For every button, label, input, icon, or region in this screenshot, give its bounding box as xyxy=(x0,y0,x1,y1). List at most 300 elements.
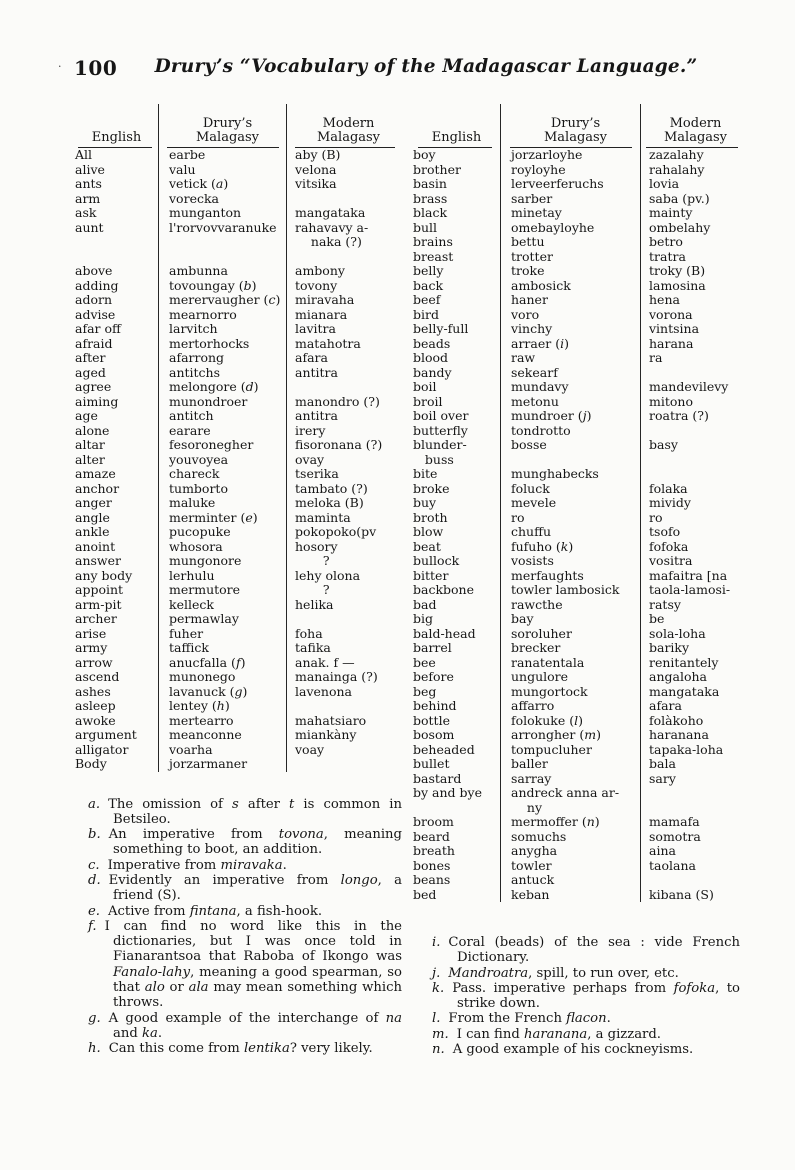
table-cell: bullet xyxy=(413,757,450,771)
table-cell: lamosina xyxy=(640,279,742,294)
table-cell: vetick (a) xyxy=(158,177,286,192)
table-cell: tovoungay (b) xyxy=(158,279,286,294)
footnote xyxy=(88,1011,402,1042)
table-cell: by and bye xyxy=(413,786,482,800)
column-header: English xyxy=(72,104,158,148)
table-cell: baller xyxy=(500,757,640,772)
table-cell: brecker xyxy=(500,641,640,656)
table-cell: black xyxy=(413,206,448,220)
table-cell: aunt xyxy=(75,220,104,235)
table-cell: agree xyxy=(75,380,112,394)
table-cell: pokopoko(pv xyxy=(286,525,402,540)
table-row xyxy=(72,163,402,178)
table-cell: behind xyxy=(413,699,457,713)
table-row xyxy=(410,148,742,163)
table-row xyxy=(72,743,402,758)
table-cell: mearnorro xyxy=(158,308,286,323)
table-cell: backbone xyxy=(413,583,475,597)
table-cell: ovay xyxy=(286,453,402,468)
table-cell xyxy=(286,699,402,714)
footnote xyxy=(88,919,402,1011)
table-cell: antitra xyxy=(286,409,402,424)
table-cell: ? xyxy=(286,554,402,569)
table-row xyxy=(410,540,742,555)
table-cell: permawlay xyxy=(158,612,286,627)
table-cell: matahotra xyxy=(286,337,402,352)
table-cell: manainga (?) xyxy=(286,670,402,685)
table-cell: tratra xyxy=(640,250,742,265)
table-cell: troke xyxy=(500,264,640,279)
table-cell: afara xyxy=(640,699,742,714)
table-row xyxy=(72,583,402,598)
table-cell: rahalahy xyxy=(640,163,742,178)
footnote xyxy=(88,797,402,828)
table-cell: mafaitra [na xyxy=(640,569,742,584)
table-cell: bones xyxy=(413,858,451,873)
table-row xyxy=(410,322,742,337)
table-cell: sarber xyxy=(500,192,640,207)
table-cell: altar xyxy=(75,438,105,452)
table-row xyxy=(72,424,402,439)
table-cell: royloyhe xyxy=(500,163,640,178)
table-cell: beads xyxy=(413,336,451,351)
table-cell: All xyxy=(75,148,93,162)
table-cell: affarro xyxy=(500,699,640,714)
table-cell: arrow xyxy=(75,655,113,670)
table-row xyxy=(72,235,402,250)
table-cell xyxy=(640,873,742,888)
table-cell: metonu xyxy=(500,395,640,410)
table-row xyxy=(72,148,402,163)
table-cell: raw xyxy=(500,351,640,366)
footnote-text: Pass. imperative perhaps from fofoka, to strike down. xyxy=(452,980,740,1012)
table-cell: maminta xyxy=(286,511,402,526)
table-cell: alone xyxy=(75,423,110,438)
table-cell: awoke xyxy=(75,713,116,728)
table-cell: mamafa xyxy=(640,815,742,830)
table-row xyxy=(410,685,742,700)
table-cell: tambato (?) xyxy=(286,482,402,497)
table-row xyxy=(410,627,742,642)
table-cell: tserika xyxy=(286,467,402,482)
table-row xyxy=(410,453,742,468)
table-cell: bandy xyxy=(413,365,452,380)
table-row xyxy=(410,830,742,845)
table-cell: breast xyxy=(413,249,454,264)
footnote-label: l. xyxy=(432,1011,441,1027)
table-cell: adding xyxy=(75,278,119,293)
table-row xyxy=(410,728,742,743)
table-cell: ra xyxy=(640,351,742,366)
table-cell: arrongher (m) xyxy=(500,728,640,743)
table-cell: aiming xyxy=(75,394,119,409)
table-cell: amaze xyxy=(75,467,116,481)
table-cell: towler lambosick xyxy=(500,583,640,598)
table-cell: roatra (?) xyxy=(640,409,742,424)
table-cell: taolana xyxy=(640,859,742,874)
column-header: Drury’s Malagasy xyxy=(158,104,286,148)
footnote xyxy=(432,1011,740,1026)
table-row xyxy=(410,743,742,758)
footnote-label: m. xyxy=(432,1026,449,1042)
table-cell: beheaded xyxy=(413,742,475,757)
table-row xyxy=(72,206,402,221)
vocabulary-table-left xyxy=(72,104,402,772)
column-header: English xyxy=(410,104,500,148)
table-cell: naka (?) xyxy=(286,235,402,250)
table-cell: angle xyxy=(75,510,110,525)
table-row xyxy=(72,612,402,627)
table-cell: breath xyxy=(413,844,455,858)
table-cell: lavitra xyxy=(286,322,402,337)
footnote xyxy=(88,827,402,858)
table-row xyxy=(410,714,742,729)
footnote xyxy=(88,873,402,904)
footnote xyxy=(432,1027,740,1042)
table-cell: folàkoho xyxy=(640,714,742,729)
table-cell: arm xyxy=(75,191,101,206)
table-cell: harana xyxy=(640,337,742,352)
table-row xyxy=(72,409,402,424)
table-cell xyxy=(640,467,742,482)
footnote-label: c. xyxy=(88,857,100,873)
table-cell: kelleck xyxy=(158,598,286,613)
table-row xyxy=(410,250,742,265)
table-row xyxy=(72,728,402,743)
table-cell: l'rorvovvaranuke xyxy=(158,221,286,236)
table-row xyxy=(410,235,742,250)
table-cell xyxy=(158,235,286,250)
table-row xyxy=(410,656,742,671)
table-cell: boy xyxy=(413,148,436,162)
table-cell: taola-lamosi- xyxy=(640,583,742,598)
footnote-text: From the French flacon. xyxy=(448,1011,611,1027)
table-cell: sary xyxy=(640,772,742,787)
table-cell: youvoyea xyxy=(158,453,286,468)
table-cell: maluke xyxy=(158,496,286,511)
vocabulary-table-right xyxy=(410,104,742,902)
table-cell: ambunna xyxy=(158,264,286,279)
table-row xyxy=(410,525,742,540)
footnote-text: Can this come from lentika? very likely. xyxy=(108,1041,373,1057)
table-row xyxy=(410,670,742,685)
table-cell: somotra xyxy=(640,830,742,845)
table-cell: ants xyxy=(75,177,102,191)
table-cell: mertearro xyxy=(158,714,286,729)
table-cell: sarray xyxy=(500,772,640,787)
table-row xyxy=(72,627,402,642)
table-cell: aged xyxy=(75,365,106,380)
footnote-text: Coral (beads) of the sea : vide French Dictionary. xyxy=(448,935,740,966)
table-cell: earbe xyxy=(158,148,286,163)
table-cell: anchor xyxy=(75,481,120,496)
footnote-text: The omission of s after t is common in Betsileo. xyxy=(108,796,402,827)
table-row xyxy=(410,801,742,816)
footnote-text: Evidently an imperative from longo, a friend (S). xyxy=(108,872,402,904)
table-cell: fesoronegher xyxy=(158,438,286,453)
table-row xyxy=(72,322,402,337)
page-number: 100 xyxy=(74,56,118,80)
table-cell: buy xyxy=(413,496,437,510)
table-cell: beg xyxy=(413,684,437,699)
table-cell xyxy=(158,250,286,265)
table-row xyxy=(72,641,402,656)
table-cell: antitra xyxy=(286,366,402,381)
footnote-text: Mandroatra, spill, to run over, etc. xyxy=(448,965,679,981)
footnote-text: Active from fintana, a fish-hook. xyxy=(108,903,323,919)
table-cell: broth xyxy=(413,510,448,525)
table-cell: brass xyxy=(413,191,448,206)
table-cell: advise xyxy=(75,307,116,322)
table-cell: Body xyxy=(75,757,107,771)
table-row xyxy=(72,395,402,410)
table-cell: lavenona xyxy=(286,685,402,700)
table-row xyxy=(72,351,402,366)
table-cell: angaloha xyxy=(640,670,742,685)
table-row xyxy=(410,308,742,323)
table-cell: voarha xyxy=(158,743,286,758)
table-cell: army xyxy=(75,641,108,655)
table-cell: fofoka xyxy=(640,540,742,555)
table-row xyxy=(72,714,402,729)
table-cell: sekearf xyxy=(500,366,640,381)
table-cell: basin xyxy=(413,177,447,191)
table-cell xyxy=(286,192,402,207)
table-cell: beard xyxy=(413,829,450,844)
table-cell: trotter xyxy=(500,250,640,265)
table-cell: zazalahy xyxy=(640,148,742,163)
table-cell: ask xyxy=(75,206,97,220)
table-cell: andreck anna ar- xyxy=(500,786,640,801)
table-cell: bosom xyxy=(413,728,455,742)
table-row xyxy=(410,888,742,903)
table-cell: antitchs xyxy=(158,366,286,381)
table-cell: voay xyxy=(286,743,402,758)
table-cell: archer xyxy=(75,612,117,626)
table-cell: irery xyxy=(286,424,402,439)
table-cell: brains xyxy=(413,235,453,249)
table-cell: broil xyxy=(413,394,443,409)
table-row xyxy=(410,569,742,584)
table-row xyxy=(72,279,402,294)
footnotes-left xyxy=(72,797,402,1057)
table-cell: afarrong xyxy=(158,351,286,366)
table-cell: ambony xyxy=(286,264,402,279)
table-cell: appoint xyxy=(75,583,124,597)
column-header: Drury’s Malagasy xyxy=(500,104,640,148)
footnote xyxy=(88,858,402,873)
table-cell: voro xyxy=(500,308,640,323)
table-cell: blunder- xyxy=(413,438,467,452)
page-header xyxy=(58,56,740,86)
table-row xyxy=(72,366,402,381)
table-cell: ambosick xyxy=(500,279,640,294)
table-cell: bottle xyxy=(413,713,450,728)
column-header: Modern Malagasy xyxy=(640,104,742,148)
table-cell: be xyxy=(640,612,742,627)
table-row xyxy=(410,467,742,482)
footnote-label: e. xyxy=(88,903,100,919)
table-row xyxy=(72,482,402,497)
footnote-label: k. xyxy=(432,980,445,996)
table-cell: keban xyxy=(500,888,640,903)
table-cell: soroluher xyxy=(500,627,640,642)
table-cell xyxy=(410,801,500,816)
table-cell: bastard xyxy=(413,771,462,786)
table-cell: haranana xyxy=(640,728,742,743)
table-cell: arm-pit xyxy=(75,597,122,612)
table-cell: mungonore xyxy=(158,554,286,569)
table-cell: haner xyxy=(500,293,640,308)
table-cell: omebayloyhe xyxy=(500,221,640,236)
table-row xyxy=(410,859,742,874)
table-cell: blow xyxy=(413,525,444,539)
table-cell: ro xyxy=(640,511,742,526)
table-cell: hosory xyxy=(286,540,402,555)
table-row xyxy=(410,395,742,410)
table-row xyxy=(72,540,402,555)
table-row xyxy=(72,757,402,772)
table-cell: merminter (e) xyxy=(158,511,286,526)
table-cell: belly-full xyxy=(413,322,469,336)
table-cell: lehy olona xyxy=(286,569,402,584)
table-cell: tsofo xyxy=(640,525,742,540)
table-row xyxy=(72,569,402,584)
table-cell: antitch xyxy=(158,409,286,424)
table-cell: bala xyxy=(640,757,742,772)
table-cell: valu xyxy=(158,163,286,178)
table-cell: mundroer (j) xyxy=(500,409,640,424)
table-row xyxy=(410,409,742,424)
table-cell: argument xyxy=(75,728,137,742)
table-row xyxy=(410,438,742,453)
table-cell: renitantely xyxy=(640,656,742,671)
table-row xyxy=(410,279,742,294)
footnote-label: f. xyxy=(88,918,97,934)
table-cell: ombelahy xyxy=(640,221,742,236)
table-cell: troky (B) xyxy=(640,264,742,279)
table-cell: foluck xyxy=(500,482,640,497)
table-cell: mevele xyxy=(500,496,640,511)
table-cell: antuck xyxy=(500,873,640,888)
footnote-text: A good example of the interchange of na and ka. xyxy=(108,1010,402,1041)
table-cell: mitono xyxy=(640,395,742,410)
page-title: Drury’s “Vocabulary of the Madagascar Language.” xyxy=(154,56,698,77)
table-cell: asleep xyxy=(75,699,116,713)
footnote xyxy=(432,966,740,981)
table-cell: beat xyxy=(413,539,441,554)
table-row xyxy=(72,670,402,685)
footnote-label: b. xyxy=(88,827,101,843)
table-cell: anucfalla (f) xyxy=(158,656,286,671)
table-cell: basy xyxy=(640,438,742,453)
table-cell: belly xyxy=(413,264,444,278)
table-cell: anygha xyxy=(500,844,640,859)
table-cell xyxy=(286,380,402,395)
footnote-text: I can find no word like this in the dictionaries, but I was once told in Fianarantsoa that Raboba of Ikongo was Fanalo-lahy, meaning a good spearman, so that alo or ala may mean something which throws. xyxy=(104,918,402,1011)
table-cell: jorzarloyhe xyxy=(500,148,640,163)
footnote xyxy=(432,1042,740,1057)
table-cell: after xyxy=(75,351,106,365)
table-cell: bed xyxy=(413,887,437,902)
table-cell: bosse xyxy=(500,438,640,453)
table-cell: vosists xyxy=(500,554,640,569)
table-cell: munondroer xyxy=(158,395,286,410)
table-cell: aina xyxy=(640,844,742,859)
table-cell: vinchy xyxy=(500,322,640,337)
table-row xyxy=(72,453,402,468)
table-cell: fuher xyxy=(158,627,286,642)
table-cell: bird xyxy=(413,307,439,322)
table-cell: ro xyxy=(500,511,640,526)
table-row xyxy=(410,612,742,627)
table-cell: boil over xyxy=(413,409,469,423)
table-cell: buss xyxy=(413,452,454,467)
table-cell: barrel xyxy=(413,641,452,655)
table-row xyxy=(410,424,742,439)
table-cell: age xyxy=(75,409,98,423)
footnote-text: A good example of his cockneyisms. xyxy=(452,1042,694,1058)
table-row xyxy=(72,308,402,323)
right-column xyxy=(410,104,742,1057)
table-cell: mermoffer (n) xyxy=(500,815,640,830)
table-cell: ascend xyxy=(75,670,120,684)
table-row xyxy=(410,598,742,613)
table-row xyxy=(72,177,402,192)
table-cell: beans xyxy=(413,873,451,887)
table-cell: mangataka xyxy=(640,685,742,700)
table-cell: mahatsiaro xyxy=(286,714,402,729)
table-cell: vositra xyxy=(640,554,742,569)
table-row xyxy=(410,699,742,714)
table-cell: bay xyxy=(500,612,640,627)
footnote-text: An imperative from tovona, meaning something to boot, an addition. xyxy=(108,827,402,858)
table-cell: velona xyxy=(286,163,402,178)
table-cell: vorecka xyxy=(158,192,286,207)
footnote-label: a. xyxy=(88,796,101,812)
table-row xyxy=(72,192,402,207)
table-header-row xyxy=(72,104,402,148)
table-cell: arraer (i) xyxy=(500,337,640,352)
table-cell: mungortock xyxy=(500,685,640,700)
table-cell: bee xyxy=(413,655,436,670)
table-row xyxy=(72,337,402,352)
table-cell: mundavy xyxy=(500,380,640,395)
table-row xyxy=(410,511,742,526)
table-cell: ankle xyxy=(75,525,110,539)
table-cell: folaka xyxy=(640,482,742,497)
table-cell: afara xyxy=(286,351,402,366)
table-cell: mertorhocks xyxy=(158,337,286,352)
table-cell: alligator xyxy=(75,742,129,757)
table-cell: above xyxy=(75,264,113,278)
table-cell: ranatentala xyxy=(500,656,640,671)
table-cell xyxy=(286,757,402,772)
table-row xyxy=(410,351,742,366)
table-cell: big xyxy=(413,612,434,626)
table-cell: tovony xyxy=(286,279,402,294)
table-row xyxy=(410,264,742,279)
table-cell: earare xyxy=(158,424,286,439)
table-cell: bald-head xyxy=(413,626,476,641)
table-cell: minetay xyxy=(500,206,640,221)
table-row xyxy=(410,757,742,772)
table-cell: adorn xyxy=(75,293,113,307)
table-row xyxy=(72,685,402,700)
table-cell xyxy=(640,453,742,468)
table-row xyxy=(410,873,742,888)
table-cell: bettu xyxy=(500,235,640,250)
